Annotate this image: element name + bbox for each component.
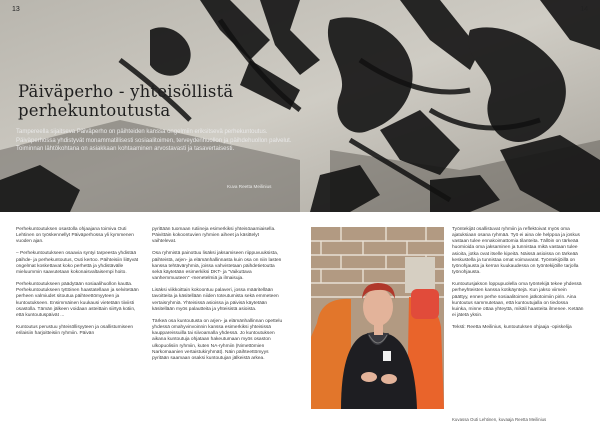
page-number-right: 14 xyxy=(580,6,588,13)
portrait-graphic xyxy=(311,227,444,409)
photo-caption: Kuvassa Outi Lehtinen, kuvaaja Reetta Meilinius xyxy=(452,417,547,422)
lead-paragraph: Tampereella sijaitseva Päiväperho on päihteiden kanssa ongelmiin eriksitsevä perhekuntoutus. Päiväperhossa yhdistyvät monammatillisesti sosiaalitoimen, terveydenhuollon ja päihdehuollon palvelut. Toiminnan lähtökohtana on asiakkaan kohtaaminen arvostavasti ja tasavertaisesti. xyxy=(16,129,292,153)
paragraph: Tärkeä osa kuntoutusta on arjen- ja elämänhallinnan opettelu yhdessä omahyvinvoinnin kanssa esimerkiksi yhteisissä kauppareissuilla tai siivoamalla yhdessä. Jo kuntoutuksen aikana kuntoutuja ohjataan hakeutumaan myös osaston ulkopuolisiin ryhmiin, kuten NA-ryhmiin (Nimettömien Narkomaanien vertaistukiryhmät). Näin päihteettömyys pyritään saamaan osaksi kuntoutujan jälkeistä arkea. xyxy=(152,318,283,361)
article-title xyxy=(18,82,233,120)
paragraph: Työntekijät osallistuvat ryhmiin ja reflektoivat myös oma ajatuksiaan osana ryhmää. Työ ei aina ole helppoa ja joskus vastaan tulee ennakoimattomia tilanteita. Tällöin on tärkeää huomioida oma jaksaminen ja tunnistaa mikä vastaan tulee asioita, jotka ovat itselle kipeitä. Näissä asioissa on tärkeää keskustella ja tunnistaa omat voimavarat. Työntekijöillä on työnohjausta ja kerran kuukaudessa on työntekijöille tarjolla työnohjausta. xyxy=(452,227,580,276)
author-signature: Teksti: Reetta Meilinius, kuntoutuksen ohjaaja -opiskelija xyxy=(452,325,572,331)
page-number-left: 13 xyxy=(12,6,20,13)
paragraph: Kuntoutus perustuu yhteisöllisyyteen ja osallistumiseen erilaisiin harjoitteisiin ryhmiin. Päivän xyxy=(16,325,134,337)
paragraph: Perhekuntoutukseen päädytään sosiaalihuollon kautta. Perhekuntoutukseen tyttöinen haastatellaan ja selvitetään perheen valmiudet sitoutua päihteettömyyteen ja kuntoutukseen. Ensimmäinen kuukausi vietetään tiiviisti osastolla. Tämän jälkeen voidaan asteittain siirtyä kotiin, että kuntoutuspäivät ... xyxy=(16,282,139,318)
paragraph: Kuntoutusjakson loppupuolella oma työntekijä tekee yhdessä perheyhteisten kanssa kotikäyntejä. Kun jakso viimein päättyy, ennen perhe sosiaalitoimen jatkotoimiin pirin. Aina kuntoutus sammutetaan, että kuntoutujalla on tiedossa kuinka, minne ottaa yhteyttä, mikäli haasteita ilmenee. Ketään ei jätetä yksin. xyxy=(452,282,584,319)
title-line-1: Päiväperho - yhteisöllistä xyxy=(18,82,234,101)
photo-credit: Kuva Reetta Meilinius xyxy=(227,184,272,189)
paragraph: Perhekuntoutuksen osastolla ohjaajana toimiva Outi Lehtinen on työskennellyt Päiväperhossa yli kymmenen vuoden ajan. xyxy=(16,227,134,245)
title-line-2: perhekuntoutusta xyxy=(18,101,171,120)
text-column-2 xyxy=(152,227,284,368)
portrait-photo xyxy=(311,227,444,409)
text-column-1 xyxy=(16,227,144,343)
paragraph: Lisäksi viikkoittain kokoontuu palaveri, jossa määritellään tavoitteita ja käsitellään niiden toteutumista sekä emmeteen vertaisryhmiä. Yhteisissä asioissa ja päivisä käytetään käsitellään myös palautteita ja yhteisistä asioista. xyxy=(152,288,279,312)
text-column-4 xyxy=(452,227,584,337)
paragraph: – Perhekuntoutukseen osaavia syntyi tarpeesta yhdistää päihde- ja perhekuntoutus, Outi kertoo. Päihteisiin liittyvät ongelmat koskettavat koko perhettä ja yhdistävälle mieluummin saavutetaan kokonaisvaltaisempi hoito. xyxy=(16,251,139,275)
paragraph: Osa ryhmistä painottuu lisäksi jaksamiseen riippuvuuksista, päihteistä, arjen- ja elämänhallinnasta kuin osa on niin lasten kanssa tehtäväryhmiä, joissa vahvistetaan päihdetietoutta sekä käytetään esimerkiksi DKT- ja "Vaikuttava vanhemmuuteen" -menetelmiä ja ilmaisuja. xyxy=(152,251,282,282)
paragraph: pyrittään tuomaan rutiineja esimerkiksi yhteisöaamiaisella. Päivittäin kokoontuvien ryhmien aiheet ja käsittelyt vaihtelevat. xyxy=(152,227,276,245)
